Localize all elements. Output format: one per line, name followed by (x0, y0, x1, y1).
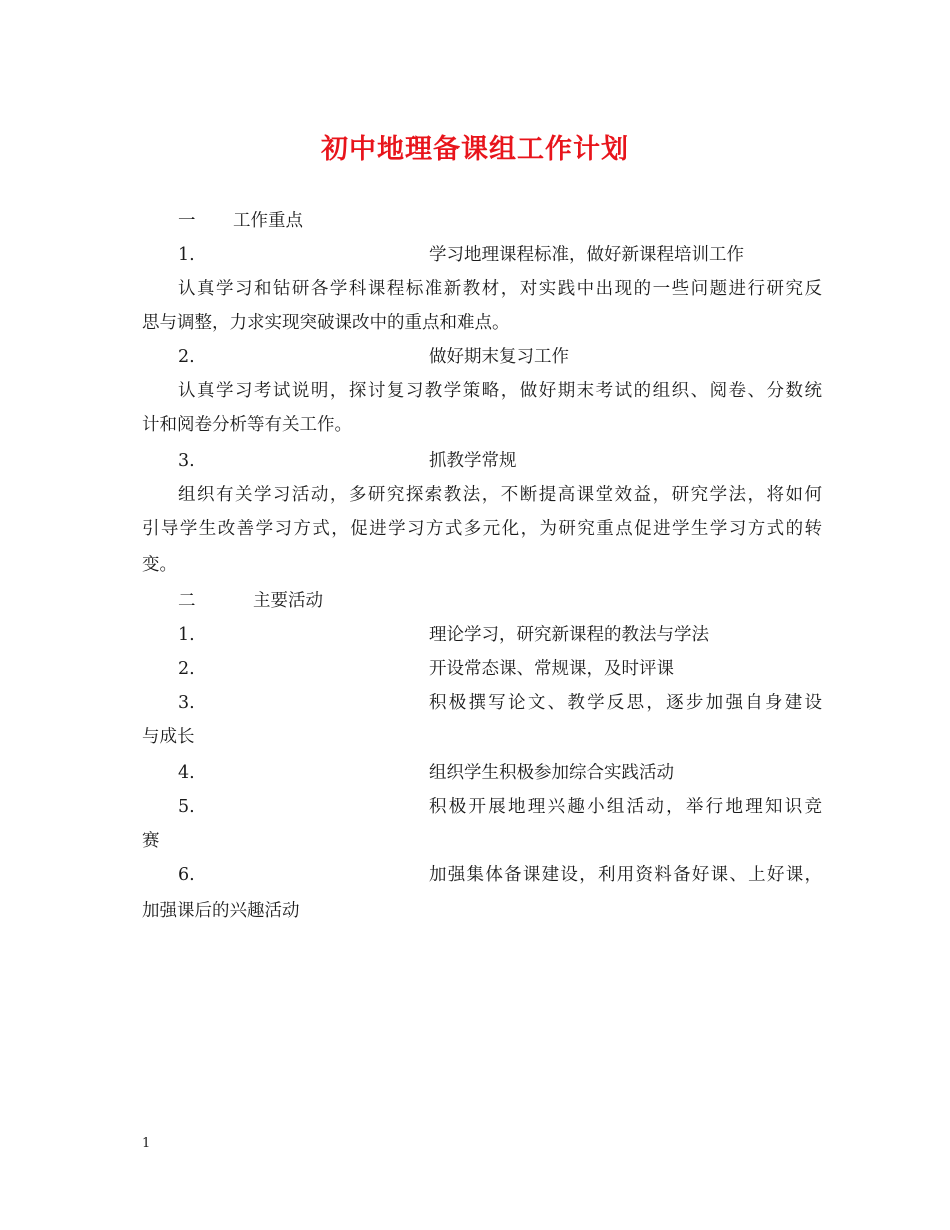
section-2-item-6-title: 加强集体备课建设，利用资料备好课、上好课， (429, 865, 822, 885)
section-1-item-1-body-line-2: 思与调整，力求实现突破课改中的重点和难点。 (142, 313, 510, 333)
section-1-item-2-body-line-1: 认真学习考试说明，探讨复习教学策略，做好期末考试的组织、阅卷、分数统 (178, 381, 822, 401)
section-2-item-6-continuation: 加强课后的兴趣活动 (142, 901, 300, 921)
section-1-item-3-body-line-2: 引导学生改善学习方式，促进学习方式多元化，为研究重点促进学生学习方式的转 (142, 519, 822, 539)
section-2-item-1-number: 1. (178, 625, 195, 645)
section-1-item-1-number: 1. (178, 245, 195, 265)
section-2-item-3-title: 积极撰写论文、教学反思，逐步加强自身建设 (429, 693, 822, 713)
page-number: 1 (142, 1136, 151, 1151)
section-1-item-3-title: 抓教学常规 (429, 451, 517, 471)
section-2-item-2-number: 2. (178, 659, 195, 679)
document-title: 初中地理备课组工作计划 (321, 134, 629, 165)
section-2-item-4-number: 4. (178, 763, 195, 783)
section-2-item-5-continuation: 赛 (142, 831, 160, 851)
section-2-item-4-title: 组织学生积极参加综合实践活动 (429, 763, 674, 783)
section-1-heading: 工作重点 (233, 211, 303, 231)
section-1-item-3-body-line-3: 变。 (142, 555, 177, 575)
section-2-item-1-title: 理论学习，研究新课程的教法与学法 (429, 625, 709, 645)
section-1-item-1-body-line-1: 认真学习和钻研各学科课程标准新教材，对实践中出现的一些问题进行研究反 (178, 279, 822, 299)
section-2-item-3-continuation: 与成长 (142, 727, 195, 747)
section-1-item-2-body-line-2: 计和阅卷分析等有关工作。 (142, 415, 352, 435)
section-1-item-2-title: 做好期末复习工作 (429, 347, 569, 367)
section-1-item-3-body-line-1: 组织有关学习活动，多研究探索教法，不断提高课堂效益，研究学法，将如何 (178, 485, 822, 505)
section-2-item-3-number: 3. (178, 693, 195, 713)
section-2-number: 二 (178, 591, 196, 611)
section-1-number: 一 (178, 211, 196, 231)
section-2-item-5-title: 积极开展地理兴趣小组活动，举行地理知识竞 (429, 797, 822, 817)
section-2-item-2-title: 开设常态课、常规课，及时评课 (429, 659, 674, 679)
section-1-item-2-number: 2. (178, 347, 195, 367)
section-2-item-6-number: 6. (178, 865, 195, 885)
section-2-item-5-number: 5. (178, 797, 195, 817)
section-1-item-1-title: 学习地理课程标准，做好新课程培训工作 (429, 245, 744, 265)
section-2-heading: 主要活动 (253, 591, 323, 611)
section-1-item-3-number: 3. (178, 451, 195, 471)
